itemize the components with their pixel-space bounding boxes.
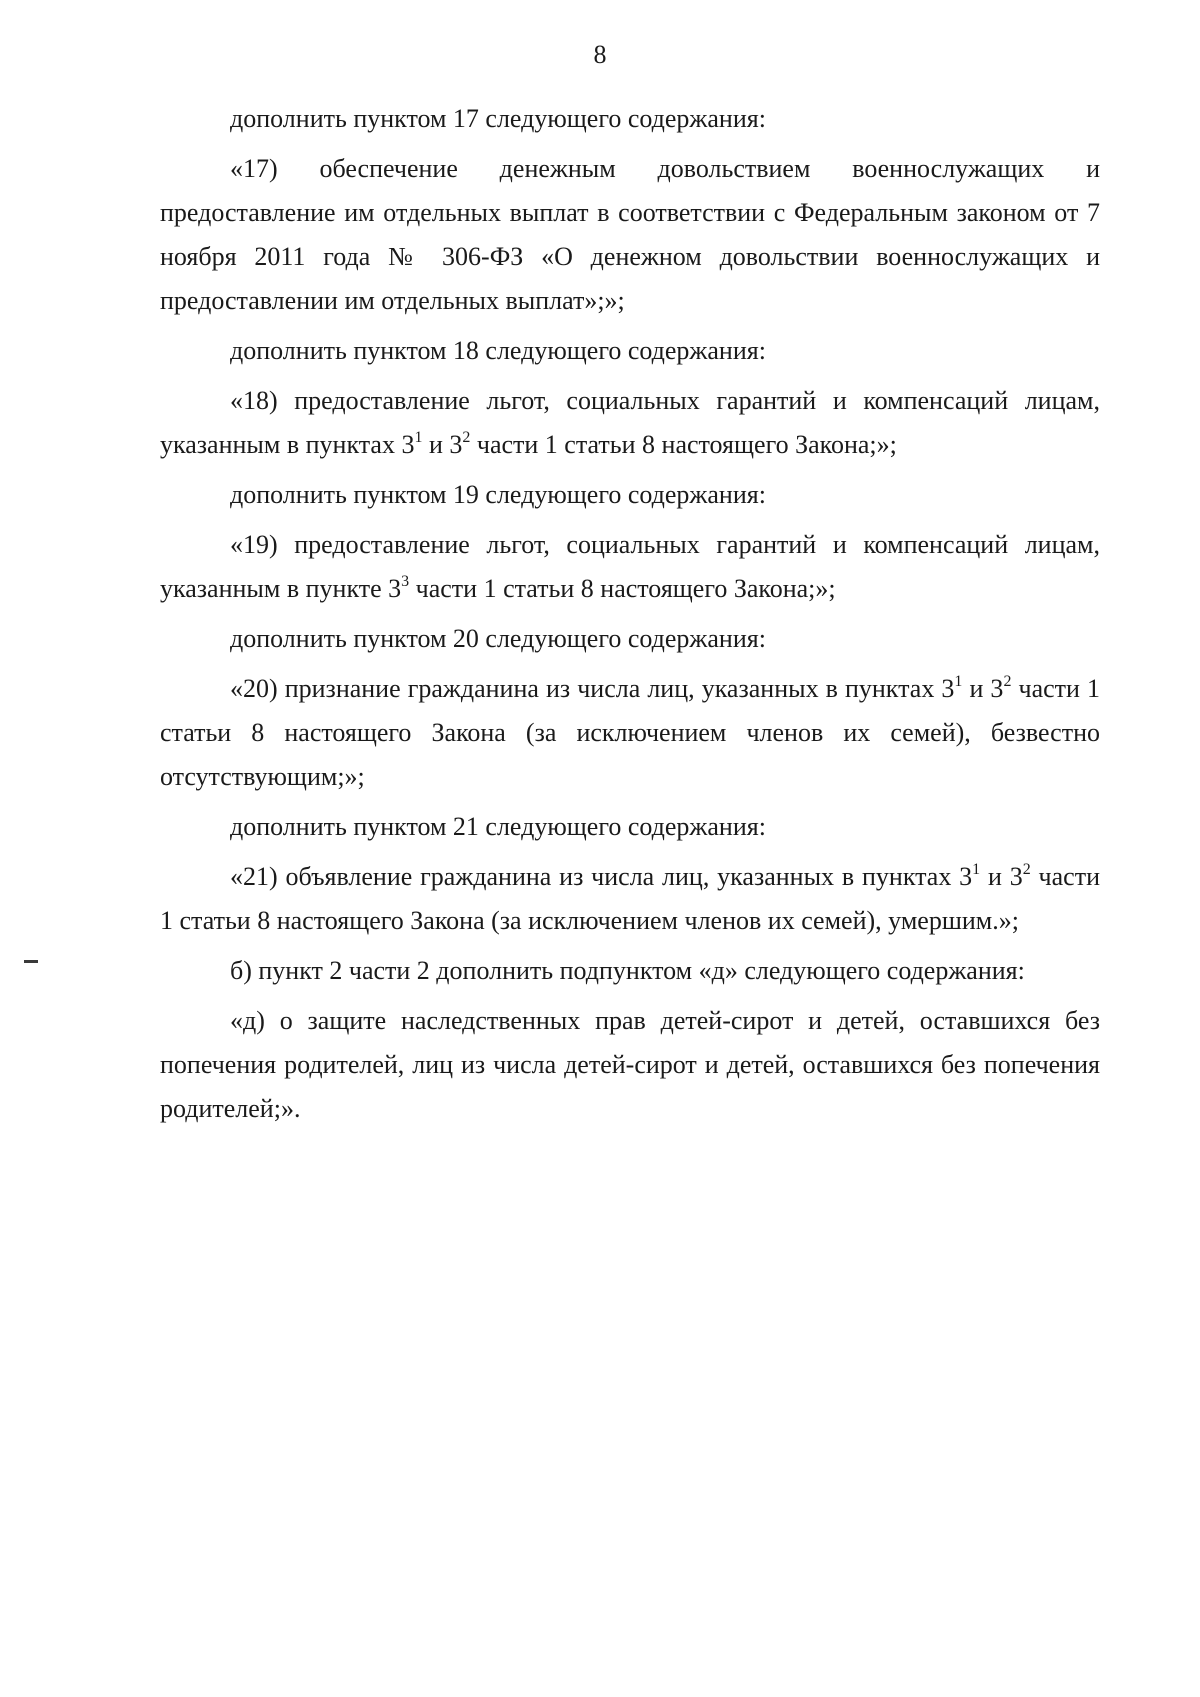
paragraph-item-17: «17) обеспечение денежным довольствием военнослужащих и предоставление им отдельных выплат в соответствии с Федеральным законом от 7 ноября 2011 года № 306-ФЗ «О денежном довольствии военнослужащих и предоставлении им отдельных выплат»;»; — [160, 154, 1100, 315]
text-segment: части 1 статьи 8 настоящего Закона (за исключением членов их семей), безвестно отсутствующим;»; — [160, 674, 1100, 791]
superscript: 3 — [401, 573, 410, 590]
text-segment: и 3 — [980, 862, 1023, 891]
text-segment: «19) предоставление льгот, социальных гарантий и компенсаций лицам, указанным в пункте 3 — [160, 530, 1100, 603]
superscript: 2 — [1003, 673, 1012, 690]
text-segment: и 3 — [422, 430, 463, 459]
text-segment: и 3 — [962, 674, 1004, 703]
superscript: 1 — [972, 861, 981, 878]
paragraph-add-item-21: дополнить пунктом 21 следующего содержания: — [230, 812, 766, 841]
paragraph-add-item-19: дополнить пунктом 19 следующего содержания: — [230, 480, 766, 509]
paragraph-add-item-20: дополнить пунктом 20 следующего содержания: — [230, 624, 766, 653]
text-segment: части 1 статьи 8 настоящего Закона;»; — [409, 574, 836, 603]
paragraph-item-19 — [160, 523, 1100, 611]
text-segment: «18) предоставление льгот, социальных гарантий и компенсаций лицам, указанным в пунктах 3 — [160, 386, 1100, 459]
paragraph-add-item-18: дополнить пунктом 18 следующего содержания: — [230, 336, 766, 365]
text-segment: «21) объявление гражданина из числа лиц, указанных в пунктах 3 — [230, 862, 973, 891]
superscript: 2 — [462, 429, 471, 446]
superscript: 2 — [1022, 861, 1031, 878]
text-segment: части 1 статьи 8 настоящего Закона (за исключением членов их семей), умершим.»; — [160, 862, 1100, 935]
paragraph-item-18 — [160, 379, 1100, 467]
paragraph-subitem-d: «д) о защите наследственных прав детей-сирот и детей, оставшихся без попечения родителей, лиц из числа детей-сирот и детей, оставшихся без попечения родителей;». — [160, 1006, 1100, 1123]
paragraph-add-item-17: дополнить пунктом 17 следующего содержания: — [230, 104, 766, 133]
text-segment: «20) признание гражданина из числа лиц, указанных в пунктах 3 — [230, 674, 955, 703]
superscript: 1 — [414, 429, 423, 446]
superscript: 1 — [954, 673, 963, 690]
page-number: 8 — [593, 40, 607, 69]
paragraph-subitem-b: б) пункт 2 части 2 дополнить подпунктом «д» следующего содержания: — [230, 956, 1025, 985]
scan-margin-mark — [24, 960, 38, 963]
paragraph-item-20 — [160, 667, 1100, 799]
text-segment: части 1 статьи 8 настоящего Закона;»; — [470, 430, 897, 459]
document-body — [160, 97, 1100, 1137]
paragraph-item-21 — [160, 855, 1100, 943]
